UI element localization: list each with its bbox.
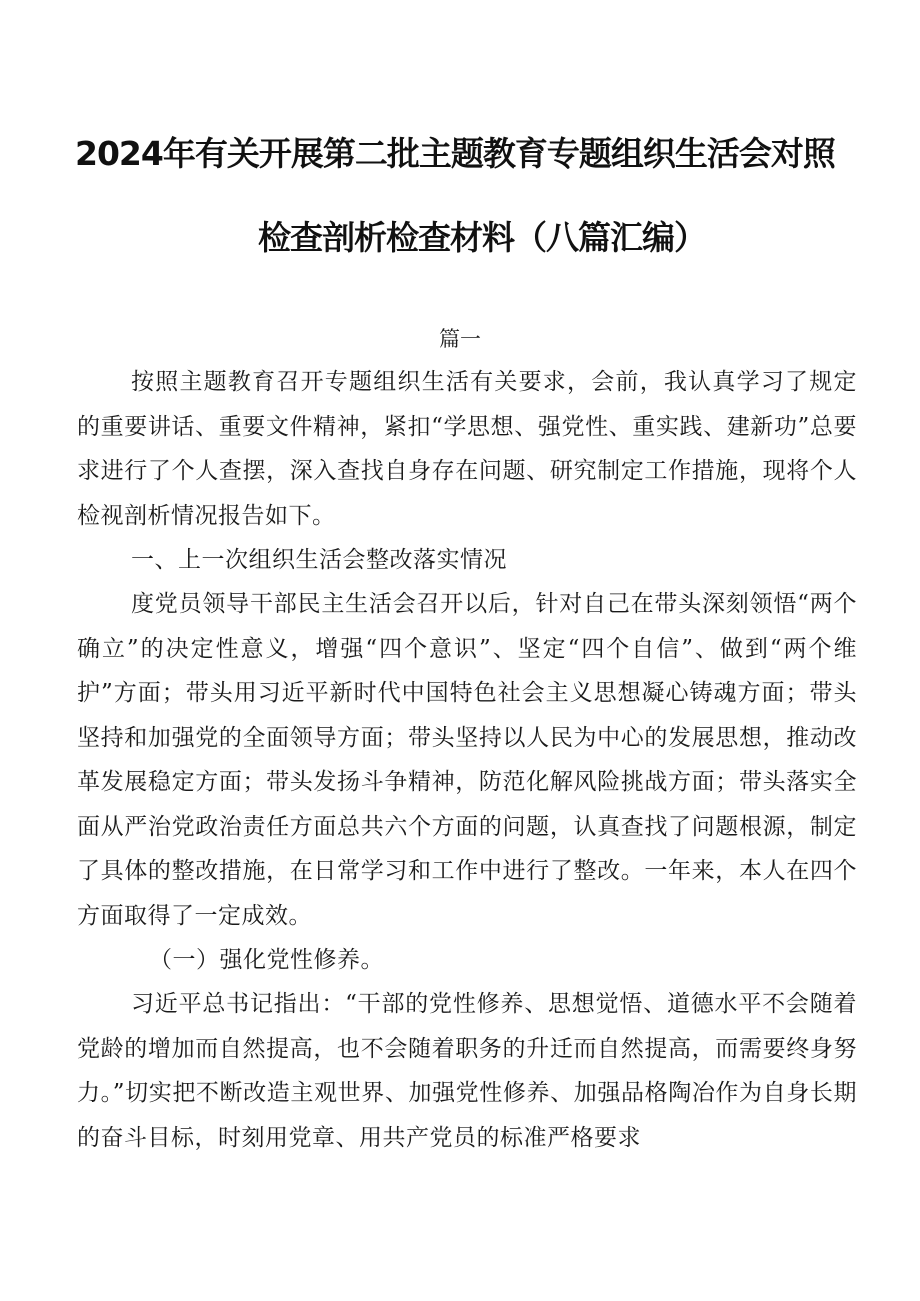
- heading-level-1: 一、上一次组织生活会整改落实情况: [131, 547, 507, 573]
- paragraph-rectification: 度党员领导干部民主生活会召开以后，针对自己在带头深刻领悟“两个确立”的决定性意义，增强“四个意识”、坚定“四个自信”、做到“两个维护”方面；带头用习近平新时代中国特色社会主义思想凝心铸魂方面；带头坚持和加强党的全面领导方面；带头坚持以人民为中心的发展思想，推动改革发展稳定方面；带头发扬斗争精神，防范化解风险挑战方面；带头落实全面从严治党政治责任方面总共六个方面的问题，认真查找了问题根源，制定了具体的整改措施，在日常学习和工作中进行了整改。一年来，本人在四个方面取得了一定成效。: [77, 591, 857, 929]
- paragraph-intro: 按照主题教育召开专题组织生活有关要求，会前，我认真学习了规定的重要讲话、重要文件精神，紧扣“学思想、强党性、重实践、建新功”总要求进行了个人查摆，深入查找自身存在问题、研究制定工作措施，现将个人检视剖析情况报告如下。: [77, 369, 857, 529]
- document-title-line-2: 检查剖析检查材料（八篇汇编）: [258, 218, 706, 257]
- paragraph-party-spirit: 习近平总书记指出：“干部的党性修养、思想觉悟、道德水平不会随着党龄的增加而自然提高，也不会随着职务的升迁而自然提高，而需要终身努力。”切实把不断改造主观世界、加强党性修养、加强品格陶冶作为自身长期的奋斗目标，时刻用党章、用共产党员的标准严格要求: [77, 991, 857, 1151]
- heading-level-2: （一）强化党性修养。: [149, 947, 384, 973]
- section-label: 篇一: [439, 327, 481, 351]
- document-title-line-1: 2024年有关开展第二批主题教育专题组织生活会对照: [75, 134, 835, 173]
